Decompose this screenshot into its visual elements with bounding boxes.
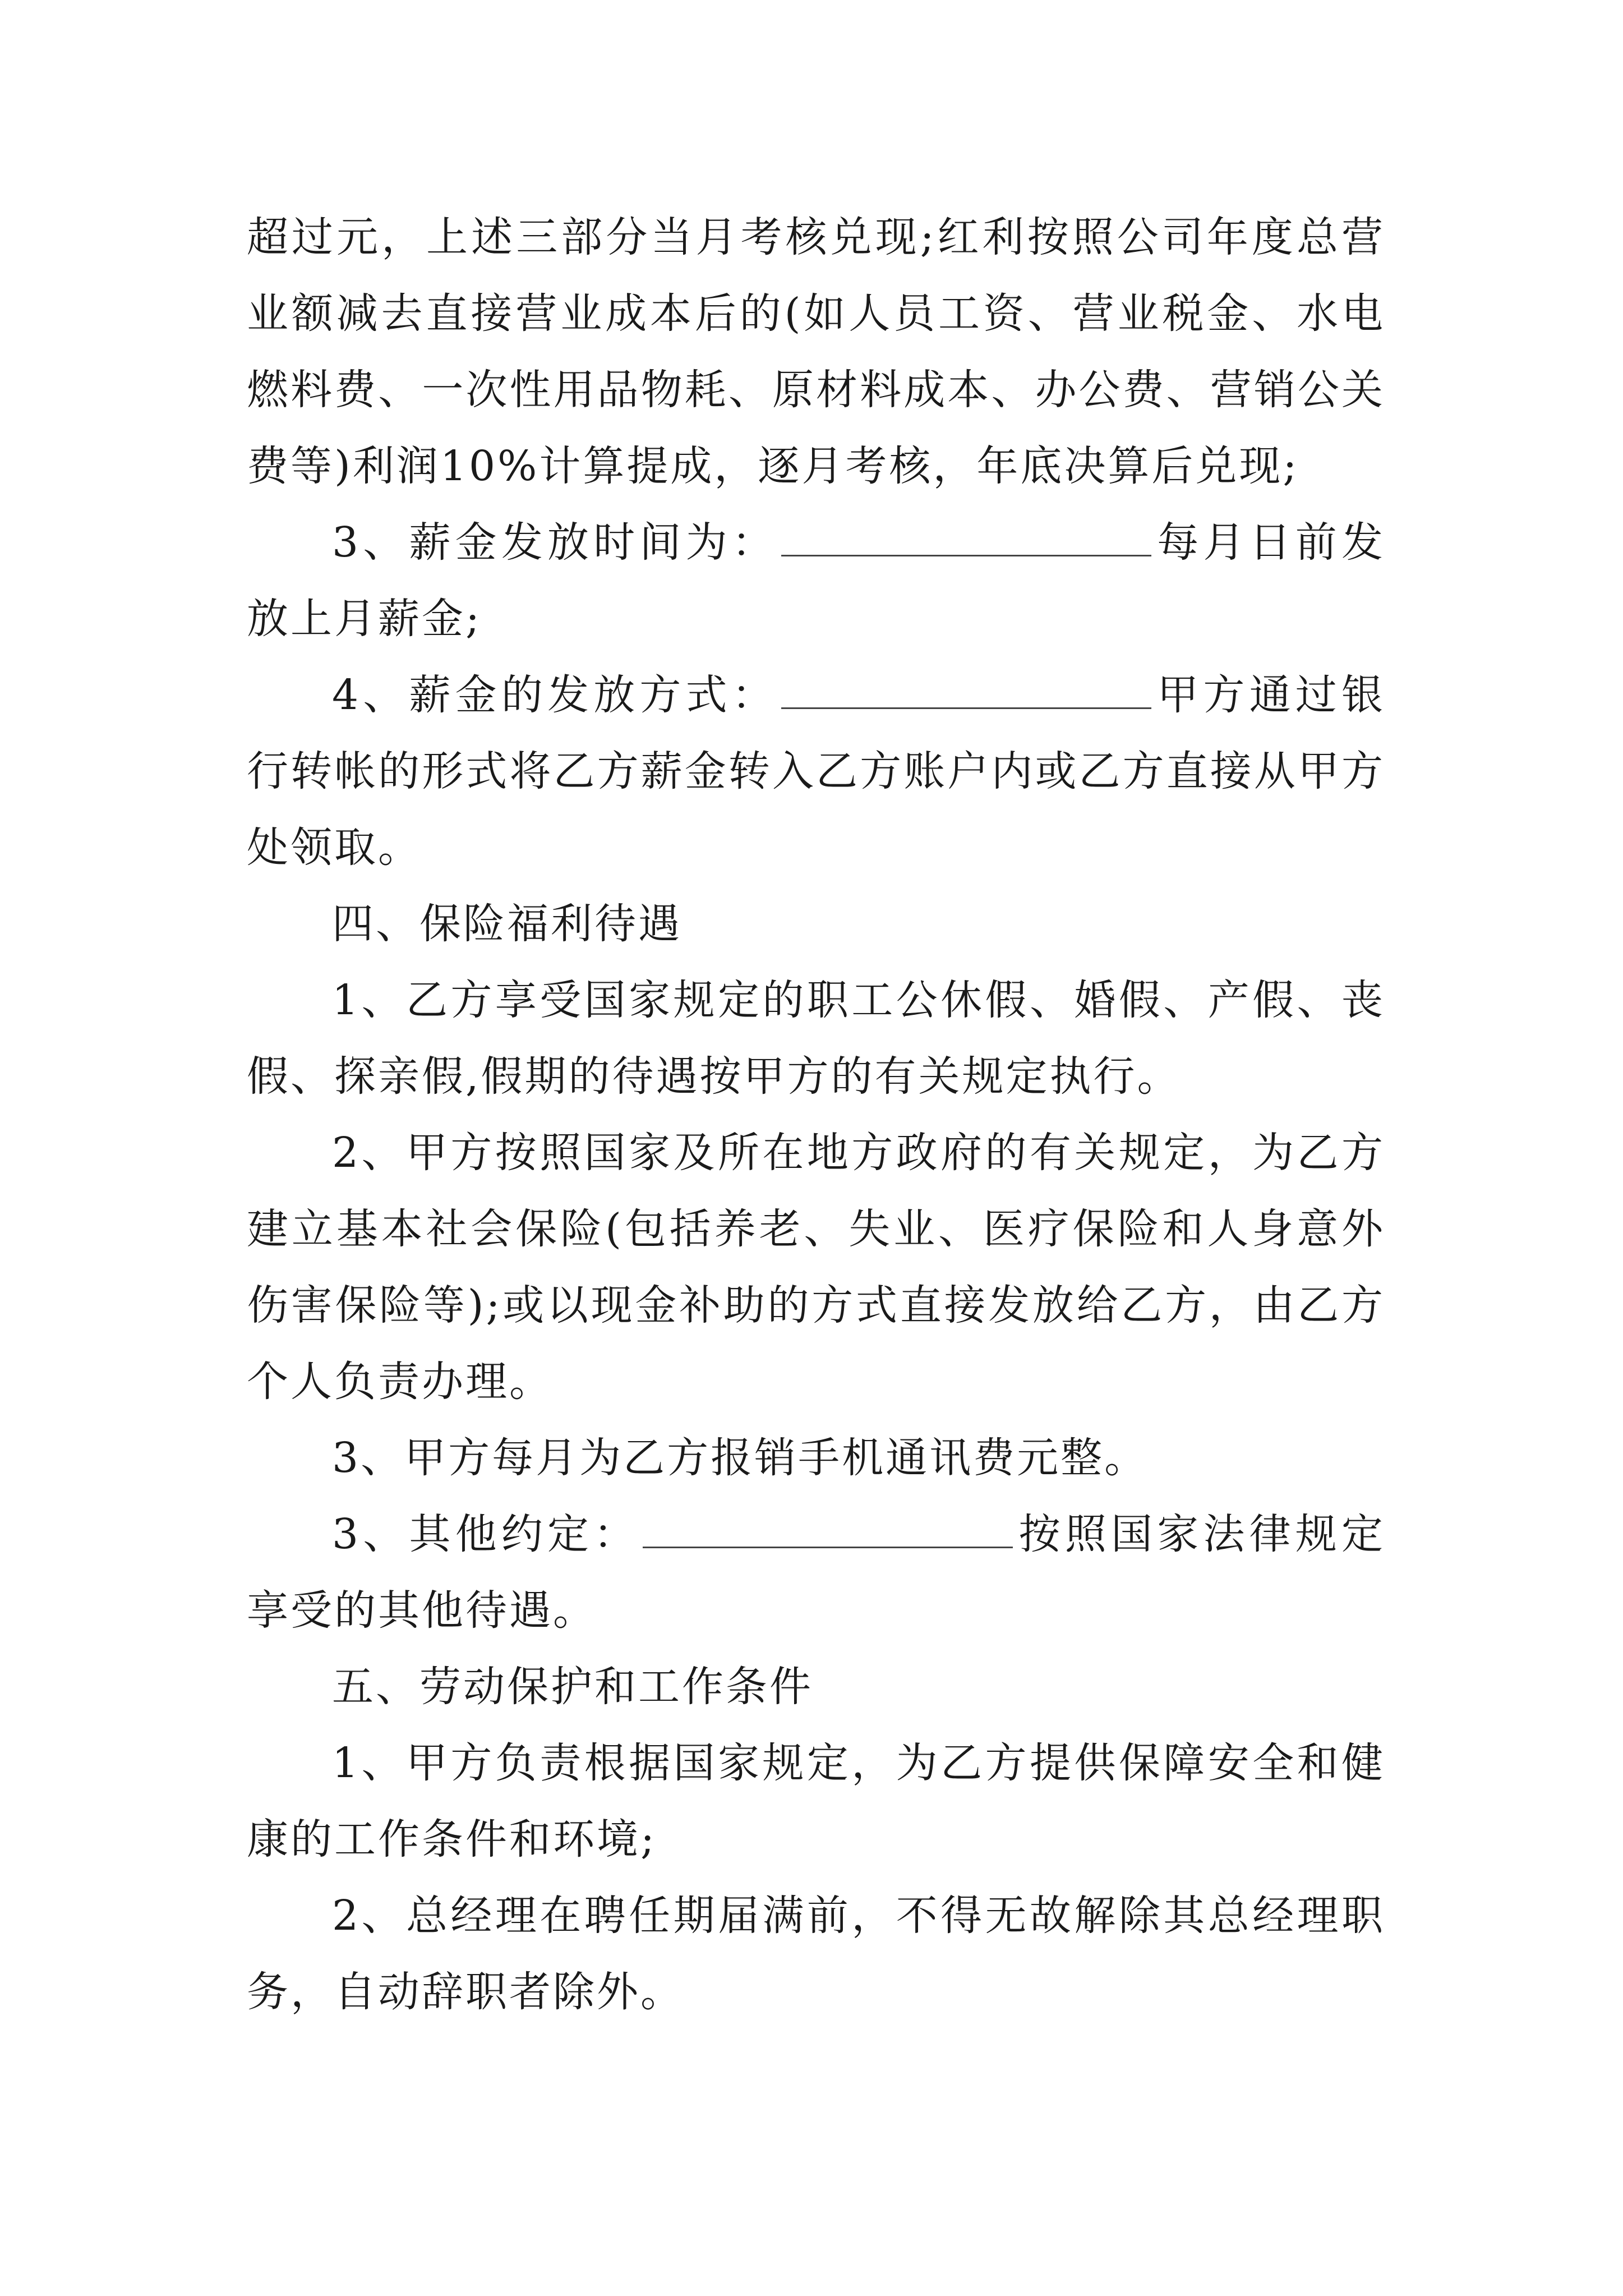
other-terms-blank[interactable] — [643, 1513, 1013, 1548]
paragraph-salary-method — [247, 657, 1385, 886]
paragraph-social-insurance: 2、甲方按照国家及所在地方政府的有关规定，为乙方建立基本社会保险(包括养老、失业、医疗保险和人身意外伤害保险等);或以现金补助的方式直接发放给乙方，由乙方个人负责办理。 — [247, 1129, 1385, 1406]
salary-time-blank[interactable] — [781, 521, 1151, 556]
paragraph-phone-allowance: 3、甲方每月为乙方报销手机通讯费元整。 — [332, 1434, 1149, 1482]
paragraph-term-protection: 2、总经理在聘任期届满前，不得无故解除其总经理职务，自动辞职者除外。 — [247, 1892, 1385, 2016]
paragraph-salary-time — [247, 504, 1385, 657]
paragraph-other-terms — [247, 1496, 1385, 1649]
paragraph-leave: 1、乙方享受国家规定的职工公休假、婚假、产假、丧假、探亲假,假期的待遇按甲方的有关规定执行。 — [247, 976, 1385, 1101]
section-heading-insurance: 四、保险福利待遇 — [332, 900, 682, 948]
other-terms-text: 按照国家法律规定享受的其他待遇。 — [247, 1510, 1385, 1635]
section-heading-labor-protection: 五、劳动保护和工作条件 — [332, 1663, 813, 1711]
paragraph-work-conditions: 1、甲方负责根据国家规定，为乙方提供保障安全和健康的工作条件和环境; — [247, 1739, 1385, 1864]
salary-time-label: 3、薪金发放时间为： — [332, 518, 778, 567]
paragraph-bonus-terms: 超过元，上述三部分当月考核兑现;红利按照公司年度总营业额减去直接营业成本后的(如人员工资、营业税金、水电燃料费、一次性用品物耗、原材料成本、办公费、营销公关费等)利润10%计算提成，逐月考核，年底决算后兑现; — [247, 213, 1385, 490]
other-terms-label: 3、其他约定： — [332, 1510, 640, 1558]
salary-method-label: 4、薪金的发放方式： — [332, 671, 778, 719]
salary-time-text: 每月日前发放上月薪金; — [247, 518, 1385, 643]
salary-method-text: 甲方通过银行转帐的形式将乙方薪金转入乙方账户内或乙方直接从甲方处领取。 — [247, 671, 1385, 872]
salary-method-blank[interactable] — [781, 674, 1151, 709]
document-body — [247, 199, 1385, 2030]
